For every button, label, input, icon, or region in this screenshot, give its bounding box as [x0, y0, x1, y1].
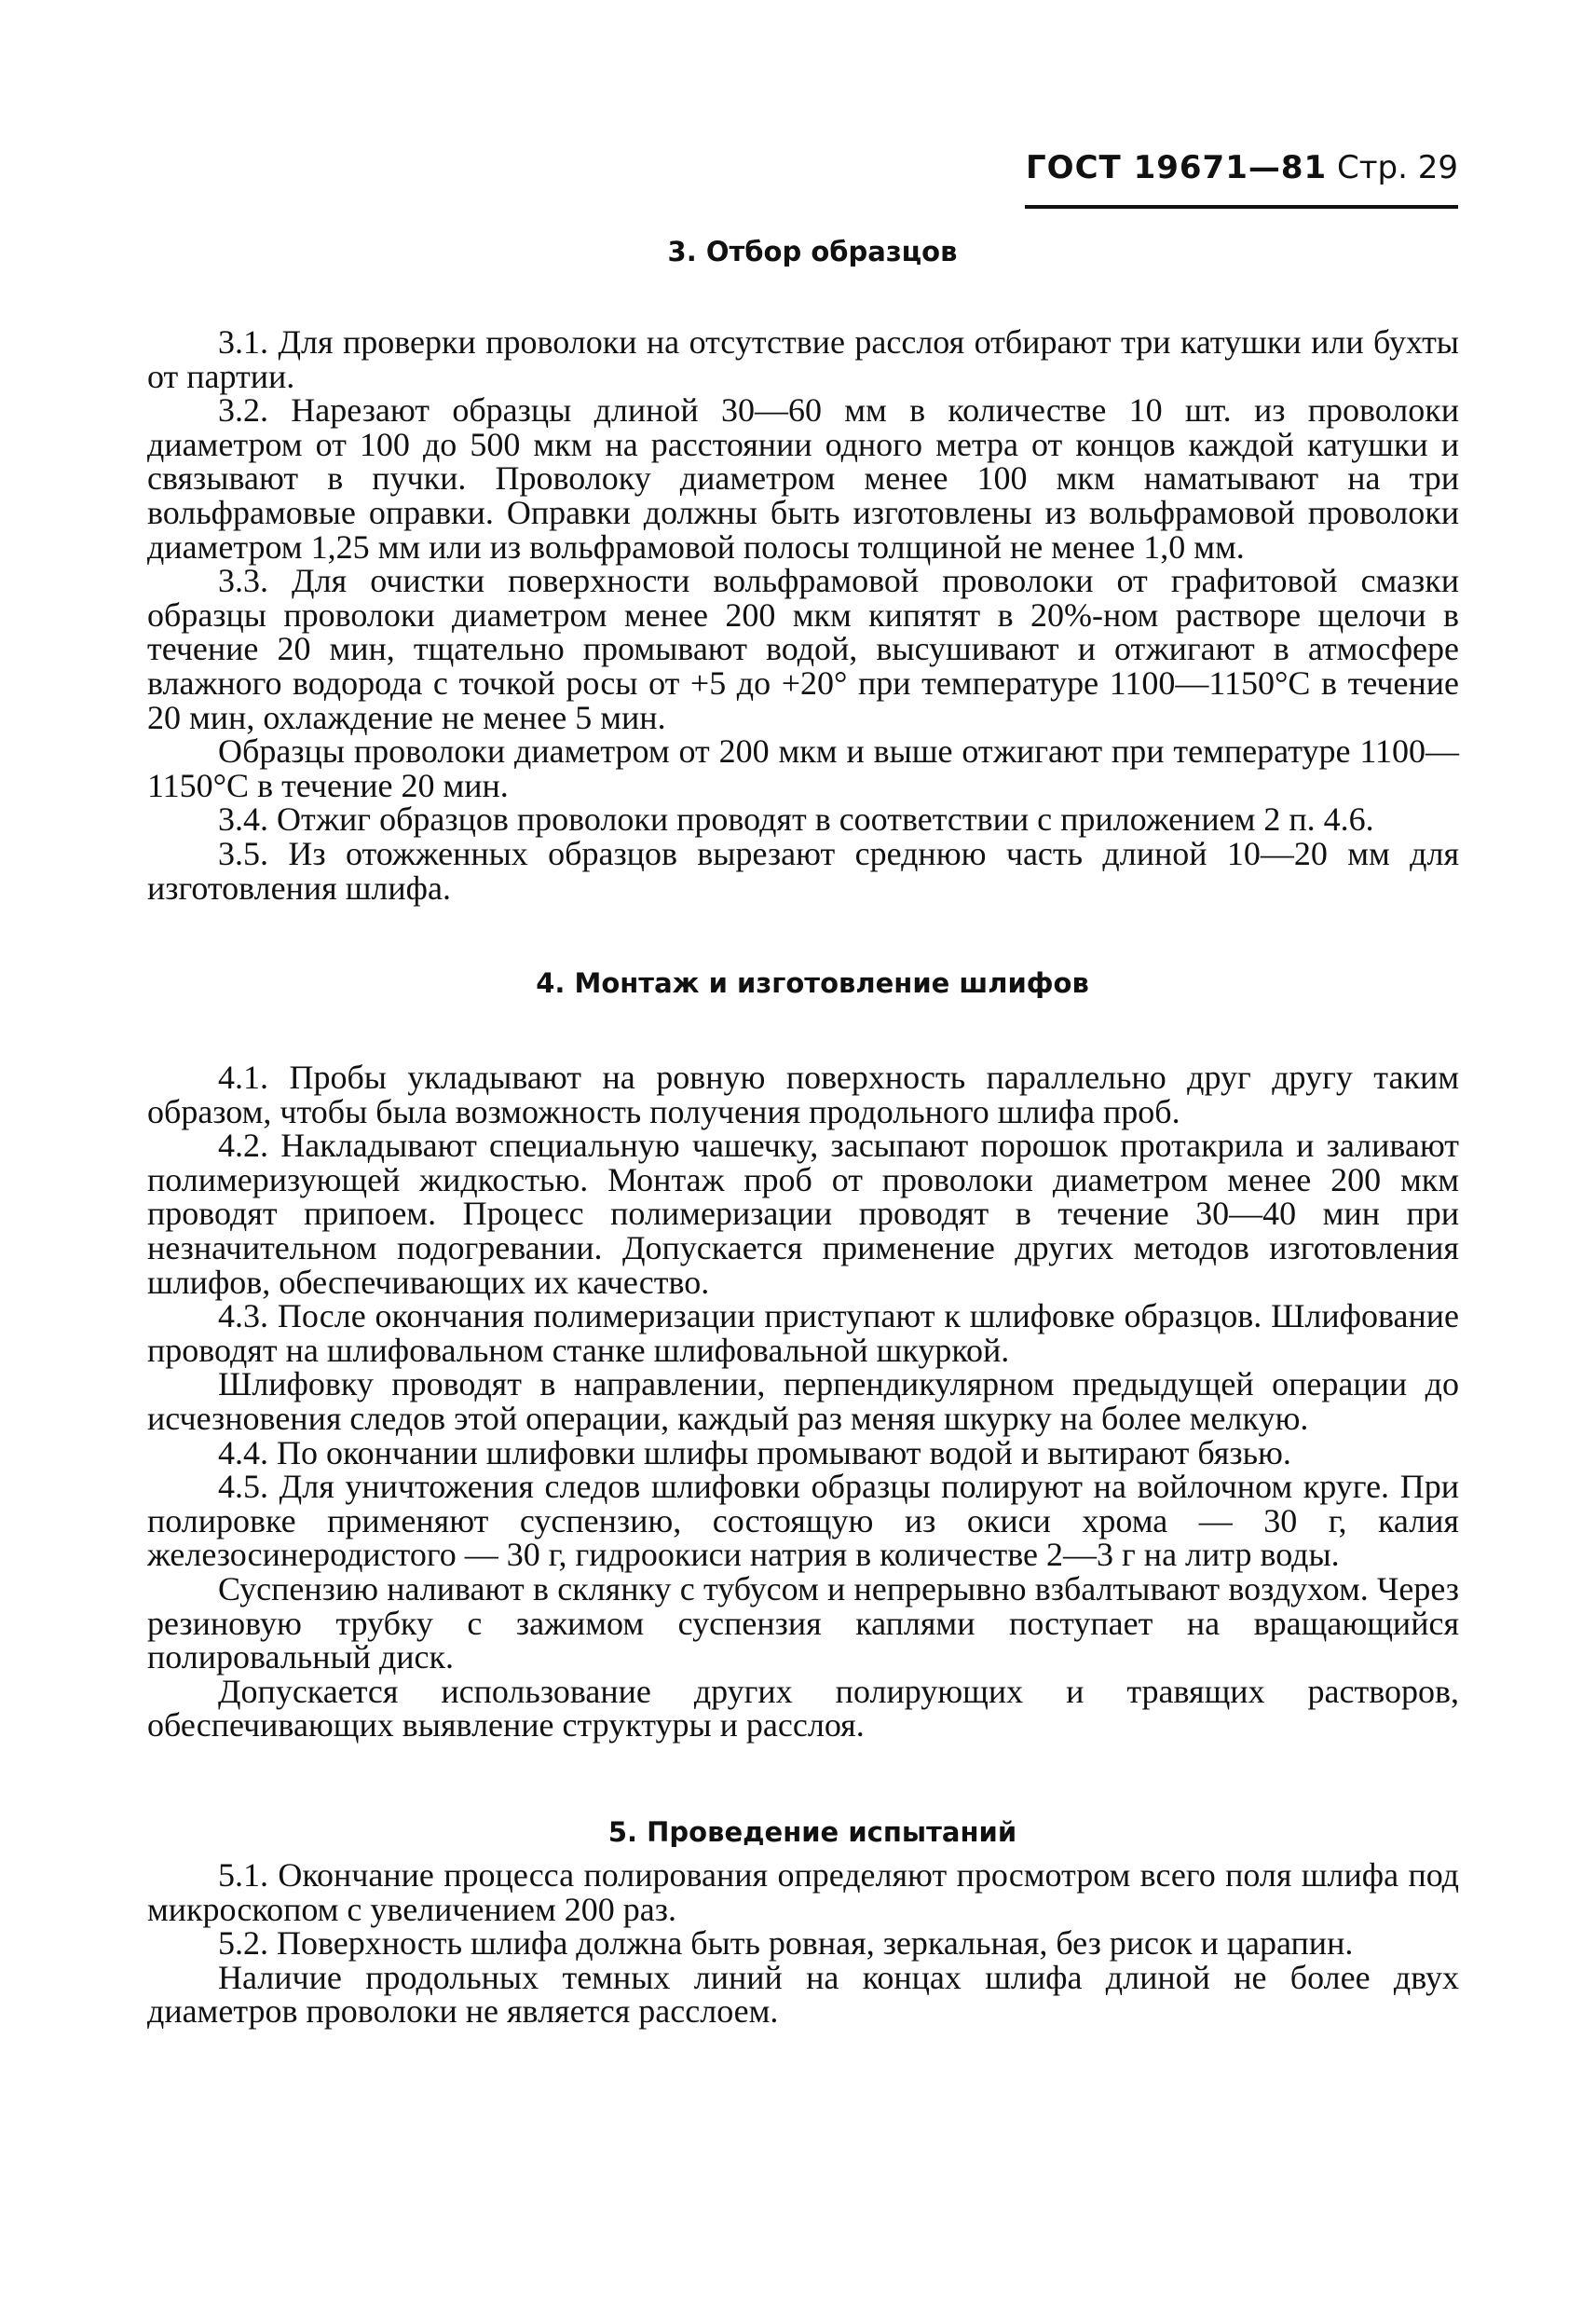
- document-body: [147, 220, 1459, 2029]
- paragraph: Наличие продольных темных линий на концах шлифа длиной не более двух диаметров проволоки не является расслоем.: [147, 1958, 1459, 2031]
- paragraph: 4.5. Для уничтожения следов шлифовки образцы полируют на войлочном круге. При полировке применяют суспензию, состоящую из окиси хрома — 30 г, калия железосинеродистого — 30 г, гидроокиси натрия в количестве 2—3 г на литр воды.: [147, 1468, 1459, 1574]
- standard-number: ГОСТ 19671—81: [1026, 149, 1328, 186]
- paragraph: 3.3. Для очистки поверхности вольфрамовой проволоки от графитовой смазки образцы проволоки диаметром менее 200 мкм кипятят в 20%-ном растворе щелочи в течение 20 мин, тщательно промывают водой, высушивают и отжигают в атмосфере влажного водорода с точкой росы от +5 до +20° при температуре 1100—1150°С в течение 20 мин, охлаждение не менее 5 мин.: [147, 562, 1459, 736]
- page-header: [1025, 140, 1458, 209]
- paragraph: 4.4. По окончании шлифовки шлифы промывают водой и вытирают бязью.: [218, 1433, 1291, 1471]
- paragraph: Суспензию наливают в склянку с тубусом и непрерывно взбалтывают воздухом. Через резиновую трубку с зажимом суспензия каплями поступает на вращающийся полировальный диск.: [147, 1570, 1459, 1676]
- paragraph: 3.2. Нарезают образцы длиной 30—60 мм в количестве 10 шт. из проволоки диаметром от 100 до 500 мкм на расстоянии одного метра от концов каждой катушки и связывают в пучки. Проволоку диаметром менее 100 мкм наматывают на три вольфрамовые оправки. Оправки должны быть изготовлены из вольфрамовой проволоки диаметром 1,25 мм или из вольфрамовой полосы толщиной не менее 1,0 мм.: [147, 391, 1459, 566]
- paragraph: 4.2. Накладывают специальную чашечку, засыпают порошок протакрила и заливают полимеризующей жидкостью. Монтаж проб от проволоки диаметром менее 200 мкм проводят припоем. Процесс полимеризации проводят в течение 30—40 мин при незначительном подогревании. Допускается применение других методов изготовления шлифов, обеспечивающих их качество.: [147, 1127, 1459, 1301]
- paragraph: Образцы проволоки диаметром от 200 мкм и выше отжигают при температуре 1100—1150°С в течение 20 мин.: [147, 732, 1459, 804]
- paragraph: 4.1. Пробы укладывают на ровную поверхность параллельно друг другу таким образом, чтобы была возможность получения продольного шлифа проб.: [147, 1059, 1459, 1130]
- paragraph: 3.4. Отжиг образцов проволоки проводят в соответствии с приложением 2 п. 4.6.: [218, 800, 1374, 839]
- paragraph: Шлифовку проводят в направлении, перпендикулярном предыдущей операции до исчезновения следов этой операции, каждый раз меняя шкурку на более мелкую.: [147, 1365, 1459, 1438]
- section-heading: 5. Проведение испытаний: [607, 1815, 1017, 1848]
- paragraph: 4.3. После окончания полимеризации приступают к шлифовке образцов. Шлифование проводят на шлифовальном станке шлифовальной шкуркой.: [147, 1297, 1459, 1369]
- paragraph: 3.5. Из отожженных образцов вырезают среднюю часть длиной 10—20 мм для изготовления шлифа.: [147, 834, 1459, 907]
- paragraph: 5.2. Поверхность шлифа должна быть ровная, зеркальная, без рисок и царапин.: [218, 1924, 1354, 1963]
- paragraph: Допускается использование других полирующих и травящих растворов, обеспечивающих выявление структуры и расслоя.: [147, 1672, 1459, 1744]
- section-heading: 4. Монтаж и изготовление шлифов: [536, 967, 1089, 1000]
- section-heading: 3. Отбор образцов: [667, 236, 958, 267]
- paragraph: 5.1. Окончание процесса полирования определяют просмотром всего поля шлифа под микроскопом с увеличением 200 раз.: [147, 1855, 1459, 1928]
- paragraph: 3.1. Для проверки проволоки на отсутствие расслоя отбирают три катушки или бухты от партии.: [147, 323, 1459, 395]
- page-number: Стр. 29: [1336, 149, 1458, 186]
